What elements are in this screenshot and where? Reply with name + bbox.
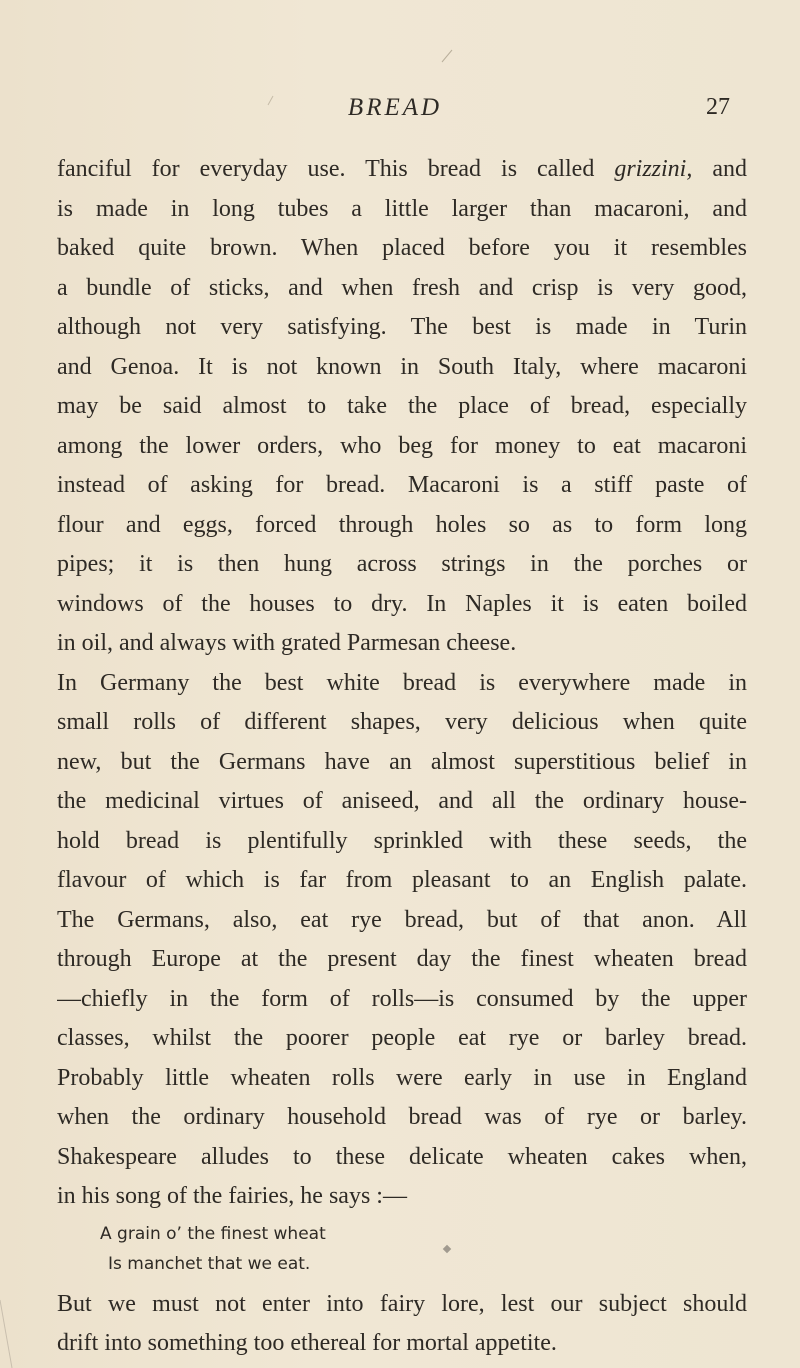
text-line: classes, whilst the poorer people eat rye or barley bread. <box>57 1025 747 1051</box>
text-line: among the lower orders, who beg for money to eat macaroni <box>57 432 747 459</box>
text-line: Probably little wheaten rolls were early in use in England <box>57 1064 747 1091</box>
text-line-1-start: fanciful for everyday use. This bread is called <box>57 156 595 182</box>
text-line: drift into something too ethereal for mortal appetite. <box>57 1330 557 1356</box>
paper-mark <box>442 50 452 62</box>
text-line-1-end: and <box>712 156 747 182</box>
text-line: But we must not enter into fairy lore, lest our subject should <box>57 1290 747 1317</box>
text-line: baked quite brown. When placed before you it resembles <box>57 235 747 261</box>
text-line: the medicinal virtues of aniseed, and all the ordinary house- <box>57 788 747 814</box>
text-line: when the ordinary household bread was of rye or barley. <box>57 1104 747 1130</box>
text-line: The Germans, also, eat rye bread, but of that anon. All <box>57 906 747 933</box>
text-line: flour and eggs, forced through holes so as to form long <box>57 511 747 538</box>
verse-line-2: Is manchet that we eat. <box>108 1253 311 1274</box>
text-line: may be said almost to take the place of bread, especially <box>57 393 747 419</box>
italic-term: grizzini, <box>614 156 693 182</box>
verse-quotation <box>57 1219 747 1279</box>
text-line: flavour of which is far from pleasant to an English palate. <box>57 867 747 893</box>
text-line: pipes; it is then hung across strings in the porches or <box>57 551 747 577</box>
text-line: is made in long tubes a little larger than macaroni, and <box>57 195 747 222</box>
text-line: a bundle of sticks, and when fresh and crisp is very good, <box>57 274 747 301</box>
text-line: Shakespeare alludes to these delicate wheaten cakes when, <box>57 1143 747 1170</box>
text-line: instead of asking for bread. Macaroni is a stiff paste of <box>57 472 747 498</box>
text-line: —chiefly in the form of rolls—is consumed by the upper <box>57 985 747 1012</box>
text-line: although not very satisfying. The best is made in Turin <box>57 314 747 340</box>
running-header <box>0 94 800 130</box>
body-text <box>57 150 747 1364</box>
closing-paragraph <box>57 1285 747 1364</box>
running-title: BREAD <box>347 94 443 121</box>
page-number: 27 <box>706 94 730 120</box>
text-line: through Europe at the present day the finest wheaten bread <box>57 946 747 972</box>
text-line: windows of the houses to dry. In Naples it is eaten boiled <box>57 590 747 617</box>
text-line: small rolls of different shapes, very delicious when quite <box>57 709 747 735</box>
text-line: new, but the Germans have an almost superstitious belief in <box>57 748 747 775</box>
text-line-1 <box>57 150 747 190</box>
text-line: in his song of the fairies, he says :— <box>57 1183 407 1209</box>
verse-line-1: A grain o’ the finest wheat <box>100 1223 326 1244</box>
text-line: in oil, and always with grated Parmesan cheese. <box>57 630 517 656</box>
paper-mark <box>0 1300 12 1368</box>
text-line: hold bread is plentifully sprinkled with these seeds, the <box>57 827 747 854</box>
text-line-paragraph-start: In Germany the best white bread is everywhere made in <box>57 669 747 696</box>
text-line: and Genoa. It is not known in South Italy, where macaroni <box>57 353 747 380</box>
